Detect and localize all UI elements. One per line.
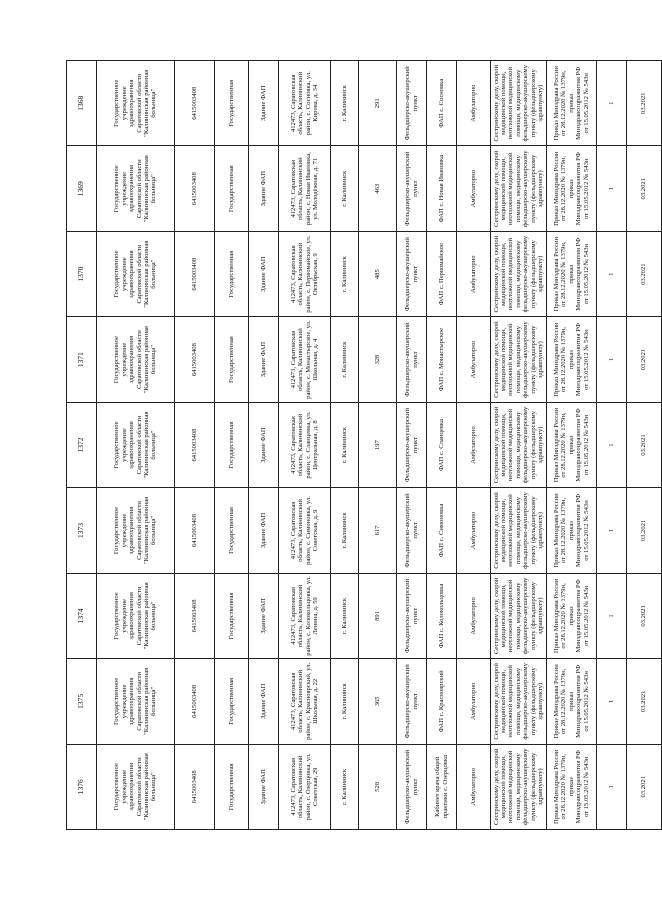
cell-building: Здание ФАП: [249, 573, 279, 658]
cell-num: 1371: [67, 317, 97, 402]
cell-flag: 1: [597, 659, 627, 744]
cell-flag: 1: [597, 744, 627, 829]
cell-date: 03.2021: [627, 146, 662, 231]
cell-inn: 6415003408: [175, 402, 215, 487]
cell-org: Государственное учреждение здравоохранения Саратовской области "Калининская районная больница": [97, 573, 175, 658]
cell-count: 328: [359, 317, 397, 402]
cell-profile: Сестринскому делу, скорой медицинской помощи, неотложной медицинской помощи, медицинскому фельдшерско-акушерскому пункту (фельдшерскому здравпункту): [491, 488, 547, 573]
cell-date: 03.2021: [627, 231, 662, 316]
cell-ownership: Государственная: [215, 231, 249, 316]
cell-building: Здание ФАП: [249, 488, 279, 573]
cell-type: Фельдшерско-акушерский пункт: [397, 61, 427, 147]
cell-doc: Приказ Минздрава России от 28.12.2020 № 1379н, приказ Минздравсоцразвития РФ от 15.05.2012 № 543н: [547, 402, 597, 487]
cell-inn: 6415003408: [175, 231, 215, 316]
cell-doc: Приказ Минздрава России от 28.12.2020 № 1379н, приказ Минздравсоцразвития РФ от 15.05.2012 № 543н: [547, 573, 597, 658]
cell-care: Амбулаторно: [457, 573, 491, 658]
cell-flag: 1: [597, 231, 627, 316]
cell-name: ФАП с. Новая Ивановка: [427, 146, 457, 231]
cell-city: г. Калининск: [331, 317, 359, 402]
cell-building: Здание ФАП: [249, 744, 279, 829]
row-type: [397, 61, 427, 830]
row-flag: [597, 61, 627, 830]
row-date: [627, 61, 662, 830]
cell-profile: Сестринскому делу, скорой медицинской помощи, неотложной медицинской помощи, медицинскому фельдшерско-акушерскому пункту (фельдшерскому здравпункту): [491, 61, 547, 147]
cell-num: 1370: [67, 231, 97, 316]
cell-care: Амбулаторно: [457, 488, 491, 573]
cell-inn: 6415003408: [175, 488, 215, 573]
cell-org: Государственное учреждение здравоохранения Саратовской области "Калининская районная больница": [97, 146, 175, 231]
cell-care: Амбулаторно: [457, 61, 491, 147]
cell-num: 1373: [67, 488, 97, 573]
cell-address: 412473, Саратовская область, Калининский район, с. Новая Ивановка, ул. Молодёжная, д. 71: [279, 146, 331, 231]
row-care: [457, 61, 491, 830]
cell-doc: Приказ Минздрава России от 28.12.2020 № 1379н, приказ Минздравсоцразвития РФ от 15.05.2012 № 543н: [547, 659, 597, 744]
cell-profile: Сестринскому делу, скорой медицинской помощи, неотложной медицинской помощи, медицинскому фельдшерско-акушерскому пункту (фельдшерскому здравпункту): [491, 146, 547, 231]
cell-org: Государственное учреждение здравоохранения Саратовской области "Калининская районная больница": [97, 402, 175, 487]
cell-count: 291: [359, 61, 397, 147]
cell-num: 1374: [67, 573, 97, 658]
cell-address: 412473, Саратовская область, Калининский район, с. Сосновка, ул. Кирова, д. 34: [279, 61, 331, 147]
cell-address: 412473, Саратовская область, Калининский район, с. Озерцовка, ул. Советская, 29: [279, 744, 331, 829]
cell-building: Здание ФАП: [249, 231, 279, 316]
cell-type: Фельдшерско-акушерский пункт: [397, 744, 427, 829]
cell-building: Здание ФАП: [249, 317, 279, 402]
cell-date: 03.2021: [627, 659, 662, 744]
cell-count: 197: [359, 402, 397, 487]
cell-date: 03.2021: [627, 573, 662, 658]
cell-care: Амбулаторно: [457, 402, 491, 487]
cell-count: 528: [359, 744, 397, 829]
row-ownership: [215, 61, 249, 830]
cell-inn: 6415003408: [175, 744, 215, 829]
cell-inn: 6415003408: [175, 146, 215, 231]
cell-ownership: Государственная: [215, 317, 249, 402]
cell-building: Здание ФАП: [249, 61, 279, 147]
cell-city: г. Калининск: [331, 231, 359, 316]
cell-date: 03.2021: [627, 317, 662, 402]
row-document: [547, 61, 597, 830]
cell-doc: Приказ Минздрава России от 28.12.2020 № 1379н, приказ Минздравсоцразвития РФ от 15.05.2012 № 543н: [547, 231, 597, 316]
cell-care: Амбулаторно: [457, 231, 491, 316]
cell-name: ФАП с. Монастырское: [427, 317, 457, 402]
row-building: [249, 61, 279, 830]
cell-address: 412473, Саратовская область, Калининский район, с. Первомайское, ул. Октябрьская, 9: [279, 231, 331, 316]
cell-ownership: Государственная: [215, 744, 249, 829]
rotated-page: [66, 60, 648, 830]
row-city: [331, 61, 359, 830]
registry-sheet: [66, 60, 648, 830]
cell-city: г. Калининск: [331, 744, 359, 829]
cell-num: 1369: [67, 146, 97, 231]
cell-doc: Приказ Минздрава России от 28.12.2020 № 1379н, приказ Минздравсоцразвития РФ от 15.05.2012 № 543н: [547, 61, 597, 147]
cell-type: Фельдшерско-акушерский пункт: [397, 488, 427, 573]
cell-city: г. Калининск: [331, 61, 359, 147]
cell-flag: 1: [597, 488, 627, 573]
cell-building: Здание ФАП: [249, 659, 279, 744]
cell-care: Амбулаторно: [457, 146, 491, 231]
cell-doc: Приказ Минздрава России от 28.12.2020 № 1379н, приказ Минздравсоцразвития РФ от 15.05.2012 № 543н: [547, 146, 597, 231]
row-count: [359, 61, 397, 830]
cell-count: 463: [359, 146, 397, 231]
cell-date: 03.2021: [627, 402, 662, 487]
cell-num: 1368: [67, 61, 97, 147]
cell-inn: 6415003408: [175, 61, 215, 147]
row-organization: [97, 61, 175, 830]
cell-org: Государственное учреждение здравоохранения Саратовской области "Калининская районная больница": [97, 231, 175, 316]
cell-address: 412473, Саратовская область, Калининский район, с. Монастырское, ул. Школьная, д. 4: [279, 317, 331, 402]
cell-city: г. Калининск: [331, 146, 359, 231]
cell-ownership: Государственная: [215, 488, 249, 573]
cell-inn: 6415003408: [175, 659, 215, 744]
cell-address: 412473, Саратовская область, Калининский район, с. Симоновка, ул. Советская, д. 9: [279, 488, 331, 573]
cell-address: 412473, Саратовская область, Калининский район, с. Колокольцовка, ул. Ленина, д. 59: [279, 573, 331, 658]
cell-profile: Сестринскому делу, скорой медицинской помощи, неотложной медицинской помощи, медицинскому фельдшерско-акушерскому пункту (фельдшерскому здравпункту): [491, 231, 547, 316]
cell-name: ФАП с. Симоновка: [427, 488, 457, 573]
cell-inn: 6415003408: [175, 573, 215, 658]
cell-building: Здание ФАП: [249, 402, 279, 487]
cell-date: 03.2021: [627, 488, 662, 573]
cell-ownership: Государственная: [215, 659, 249, 744]
cell-ownership: Государственная: [215, 146, 249, 231]
cell-type: Фельдшерско-акушерский пункт: [397, 402, 427, 487]
row-profile: [491, 61, 547, 830]
cell-type: Фельдшерско-акушерский пункт: [397, 317, 427, 402]
cell-org: Государственное учреждение здравоохранения Саратовской области "Калининская районная больница": [97, 488, 175, 573]
cell-profile: Сестринскому делу, скорой медицинской помощи, неотложной медицинской помощи, медицинскому фельдшерско-акушерскому пункту (фельдшерскому здравпункту): [491, 402, 547, 487]
cell-address: 412473, Саратовская область, Калининский район, с. Сланцевка, ул. Центральная, д. 8: [279, 402, 331, 487]
cell-building: Здание ФАП: [249, 146, 279, 231]
cell-type: Фельдшерско-акушерский пункт: [397, 573, 427, 658]
cell-city: г. Калининск: [331, 573, 359, 658]
cell-care: Амбулаторно: [457, 659, 491, 744]
cell-org: Государственное учреждение здравоохранения Саратовской области "Калининская районная больница": [97, 61, 175, 147]
cell-org: Государственное учреждение здравоохранения Саратовской области "Калининская районная больница": [97, 659, 175, 744]
cell-name: ФАП с. Сосновка: [427, 61, 457, 147]
cell-profile: Сестринскому делу, скорой медицинской помощи, неотложной медицинской помощи, медицинскому фельдшерско-акушерскому пункту (фельдшерскому здравпункту): [491, 573, 547, 658]
cell-count: 485: [359, 231, 397, 316]
cell-ownership: Государственная: [215, 61, 249, 147]
cell-type: Фельдшерско-акушерский пункт: [397, 231, 427, 316]
cell-ownership: Государственная: [215, 573, 249, 658]
cell-profile: Сестринскому делу, скорой медицинской помощи, неотложной медицинской помощи, медицинскому фельдшерско-акушерскому пункту (фельдшерскому здравпункту): [491, 317, 547, 402]
cell-count: 365: [359, 659, 397, 744]
cell-city: г. Калининск: [331, 488, 359, 573]
cell-num: 1376: [67, 744, 97, 829]
registry-table: [66, 60, 662, 830]
cell-num: 1375: [67, 659, 97, 744]
cell-flag: 1: [597, 146, 627, 231]
cell-care: Амбулаторно: [457, 744, 491, 829]
cell-count: 891: [359, 573, 397, 658]
cell-name: Кабинет врача общей практики с. Озерцовка: [427, 744, 457, 829]
cell-city: г. Калининск: [331, 402, 359, 487]
cell-count: 617: [359, 488, 397, 573]
cell-profile: Сестринскому делу, скорой медицинской помощи, неотложной медицинской помощи, медицинскому фельдшерско-акушерскому пункту (фельдшерскому здравпункту): [491, 659, 547, 744]
cell-name: ФАП с. Первомайское: [427, 231, 457, 316]
cell-org: Государственное учреждение здравоохранения Саратовской области "Калининская районная больница": [97, 317, 175, 402]
cell-address: 412473, Саратовская область, Калининский район, с. Красноярский, ул. Школьная, д. 22: [279, 659, 331, 744]
cell-type: Фельдшерско-акушерский пункт: [397, 659, 427, 744]
cell-city: г. Калининск: [331, 659, 359, 744]
cell-doc: Приказ Минздрава России от 28.12.2020 № 1379н, приказ Минздравсоцразвития РФ от 15.05.2012 № 543н: [547, 488, 597, 573]
cell-flag: 1: [597, 317, 627, 402]
cell-flag: 1: [597, 61, 627, 147]
cell-type: Фельдшерско-акушерский пункт: [397, 146, 427, 231]
row-number: [67, 61, 97, 830]
cell-name: ФАП с. Сланцевка: [427, 402, 457, 487]
cell-org: Государственное учреждение здравоохранения Саратовской области "Калининская районная больница": [97, 744, 175, 829]
row-address: [279, 61, 331, 830]
row-name: [427, 61, 457, 830]
cell-num: 1372: [67, 402, 97, 487]
cell-doc: Приказ Минздрава России от 28.12.2020 № 1379н, приказ Минздравсоцразвития РФ от 15.05.2012 № 543н: [547, 744, 597, 829]
cell-inn: 6415003408: [175, 317, 215, 402]
cell-flag: 1: [597, 573, 627, 658]
cell-ownership: Государственная: [215, 402, 249, 487]
cell-doc: Приказ Минздрава России от 28.12.2020 № 1379н, приказ Минздравсоцразвития РФ от 15.05.2012 № 543н: [547, 317, 597, 402]
cell-name: ФАП с. Красноярский: [427, 659, 457, 744]
cell-date: 03.2021: [627, 744, 662, 829]
cell-care: Амбулаторно: [457, 317, 491, 402]
cell-name: ФАП с. Колокольцовка: [427, 573, 457, 658]
cell-flag: 1: [597, 402, 627, 487]
row-inn: [175, 61, 215, 830]
cell-profile: Сестринскому делу, скорой медицинской помощи, неотложной медицинской помощи, медицинскому фельдшерско-акушерскому пункту (фельдшерскому здравпункту): [491, 744, 547, 829]
cell-date: 03.2021: [627, 61, 662, 147]
